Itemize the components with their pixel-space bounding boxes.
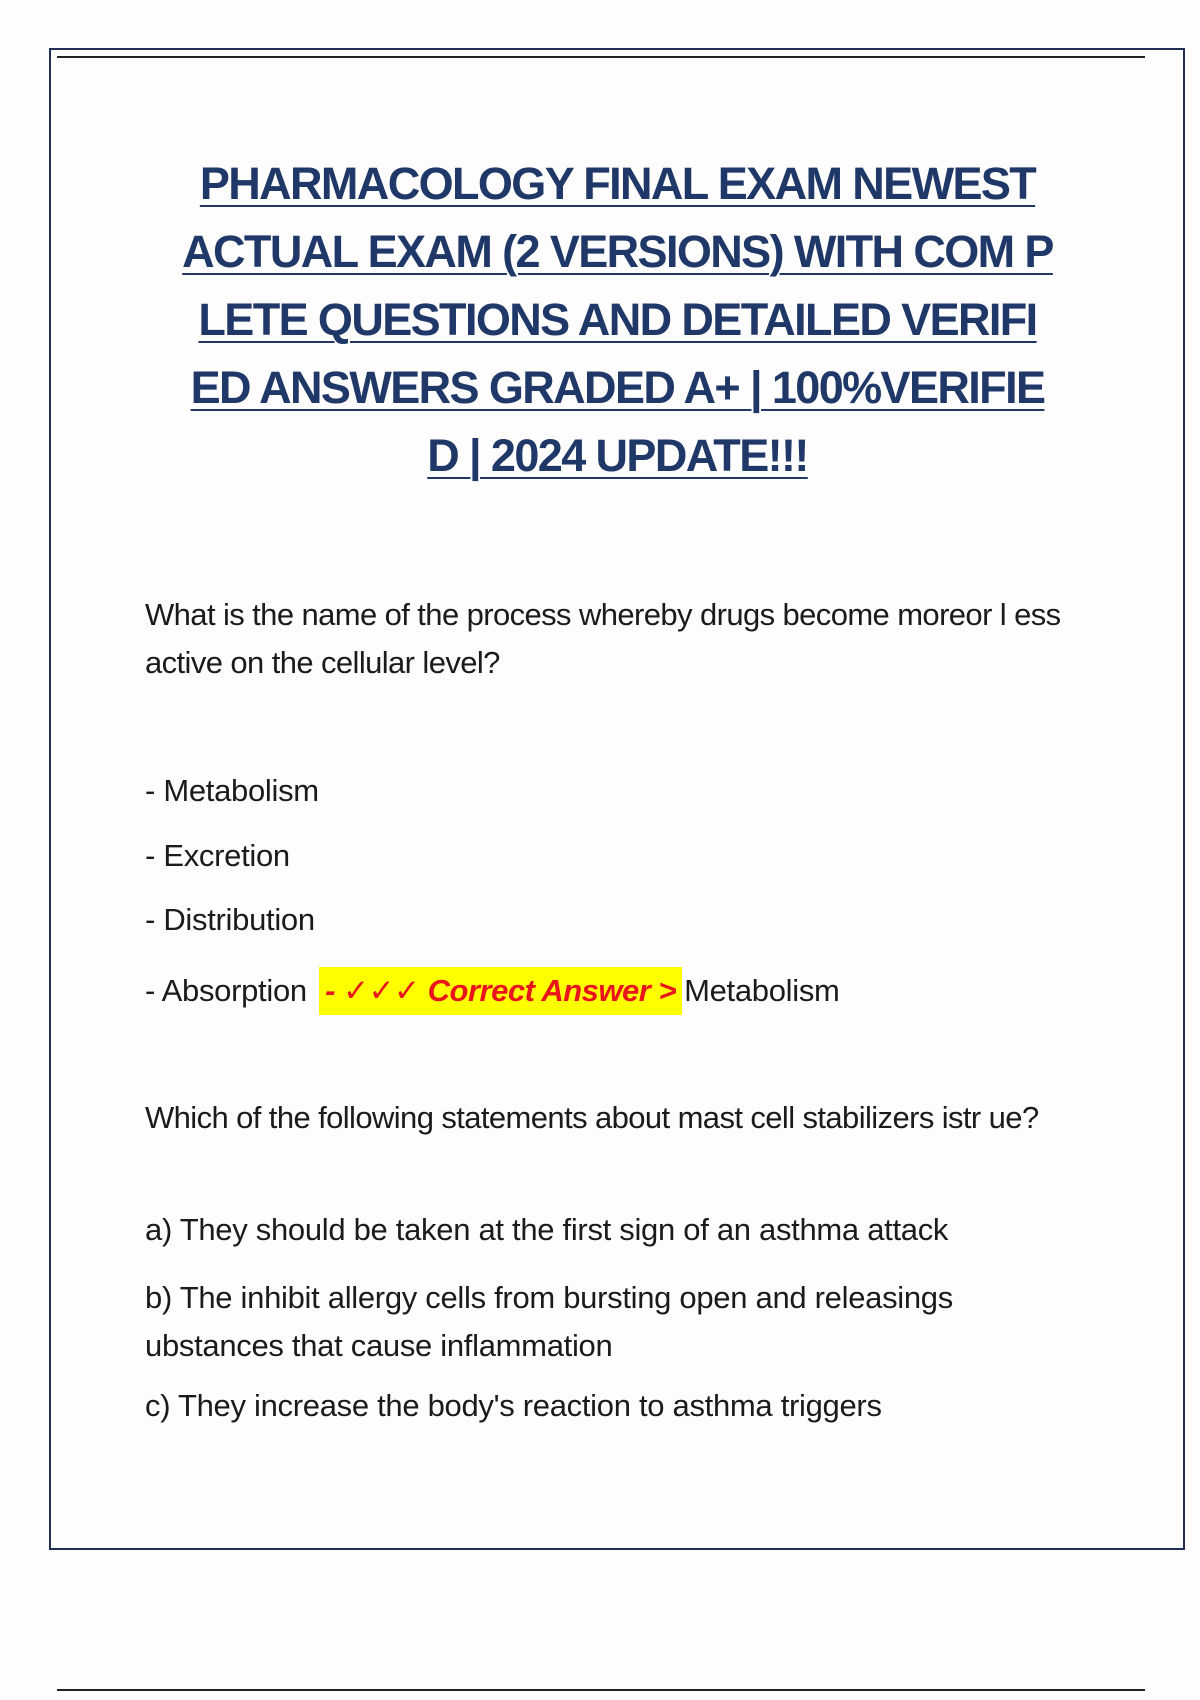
question-2-text: Which of the following statements about mast cell stabilizers istr ue?	[145, 1100, 1039, 1135]
question-2-option-c: c) They increase the body's reaction to asthma triggers	[145, 1388, 882, 1423]
correct-answer-value: Metabolism	[684, 973, 840, 1008]
question-1-option-absorption: - Absorption	[145, 973, 307, 1008]
question-1-last-option-row	[145, 967, 840, 1015]
question-1-option-excretion: - Excretion	[145, 838, 290, 873]
bottom-rule	[57, 1689, 1145, 1691]
question-1-text: What is the name of the process whereby drugs become moreor l ess active on the cellular level?	[145, 597, 1061, 680]
question-1-option-metabolism: - Metabolism	[145, 773, 319, 808]
correct-answer-marker: - ✓✓✓ Correct Answer >	[319, 967, 682, 1015]
question-1-option-distribution: - Distribution	[145, 902, 315, 937]
question-2-option-b: b) The inhibit allergy cells from bursting open and releasings ubstances that cause inflammation	[145, 1280, 953, 1363]
document-title: PHARMACOLOGY FINAL EXAM NEWEST ACTUAL EXAM (2 VERSIONS) WITH COM PLETE QUESTIONS AND DETAILED VERIFI ED ANSWERS GRADED A+ | 100%VERIFIE D | 2024 UPDATE!!!	[182, 158, 1053, 481]
question-2-option-a: a) They should be taken at the first sign of an asthma attack	[145, 1212, 949, 1247]
